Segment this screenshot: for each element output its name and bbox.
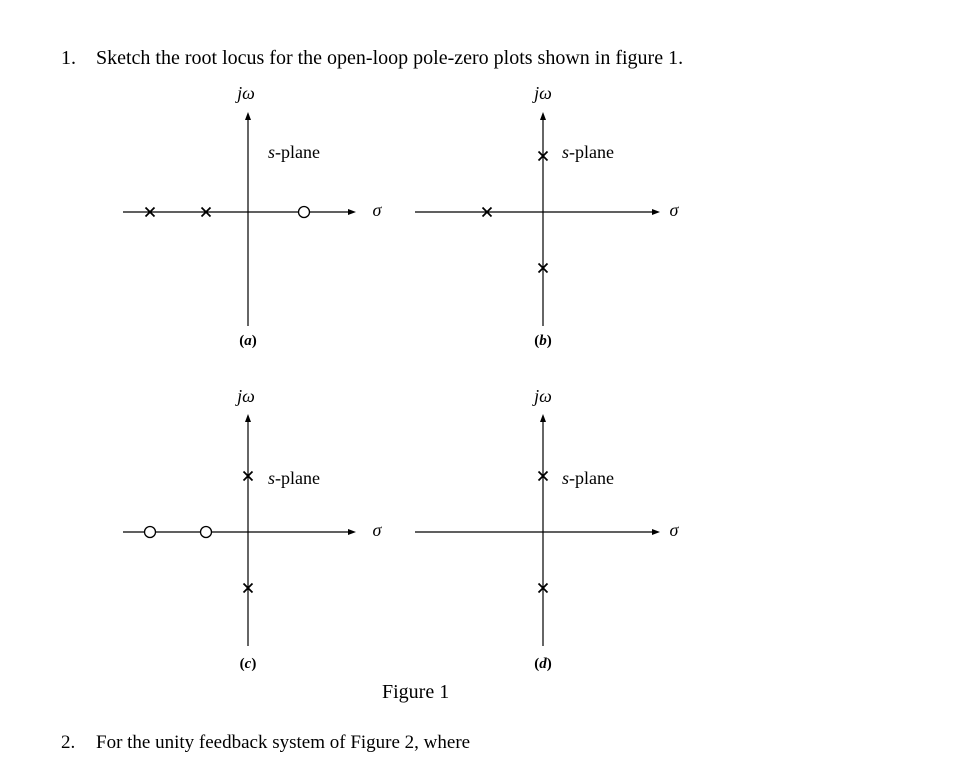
imag-axis-arrow-a bbox=[245, 112, 251, 120]
real-axis-arrow-b bbox=[652, 209, 660, 215]
zero-marker bbox=[145, 527, 156, 538]
real-axis-label-c: σ bbox=[372, 520, 382, 540]
question-2-text: For the unity feedback system of Figure 2, where bbox=[96, 732, 471, 753]
imag-axis-label-a: jω bbox=[237, 83, 255, 103]
real-axis-label-b: σ bbox=[669, 200, 679, 220]
plane-label-d: s-plane bbox=[562, 468, 614, 488]
imag-axis-label-c: jω bbox=[237, 386, 255, 406]
panel-sublabel-c: (c) bbox=[239, 656, 257, 672]
question-1-text: Sketch the root locus for the open-loop pole-zero plots shown in figure 1. bbox=[96, 47, 684, 69]
pole-zero-panel-c bbox=[123, 386, 383, 672]
plane-label-c: s-plane bbox=[268, 468, 320, 488]
real-axis-label-a: σ bbox=[372, 200, 382, 220]
panel-sublabel-d: (d) bbox=[534, 656, 552, 672]
imag-axis-label-d: jω bbox=[534, 386, 552, 406]
panel-sublabel-b: (b) bbox=[534, 333, 552, 349]
question-1-number: 1. bbox=[61, 47, 76, 69]
imag-axis-label-b: jω bbox=[534, 83, 552, 103]
imag-axis-arrow-d bbox=[540, 414, 546, 422]
question-2 bbox=[61, 729, 470, 757]
real-axis-arrow-d bbox=[652, 529, 660, 535]
pole-zero-panel-d bbox=[415, 386, 680, 672]
real-axis-arrow-a bbox=[348, 209, 356, 215]
imag-axis-arrow-c bbox=[245, 414, 251, 422]
figure-caption: Figure 1 bbox=[382, 681, 450, 703]
zero-marker bbox=[201, 527, 212, 538]
real-axis-label-d: σ bbox=[669, 520, 679, 540]
plane-label-a: s-plane bbox=[268, 142, 320, 162]
zero-marker bbox=[299, 207, 310, 218]
imag-axis-arrow-b bbox=[540, 112, 546, 120]
panel-sublabel-a: (a) bbox=[239, 333, 257, 349]
plane-label-b: s-plane bbox=[562, 142, 614, 162]
question-2-number: 2. bbox=[61, 732, 76, 753]
pole-zero-panel-b bbox=[415, 83, 680, 349]
pole-zero-panel-a bbox=[123, 83, 383, 349]
real-axis-arrow-c bbox=[348, 529, 356, 535]
